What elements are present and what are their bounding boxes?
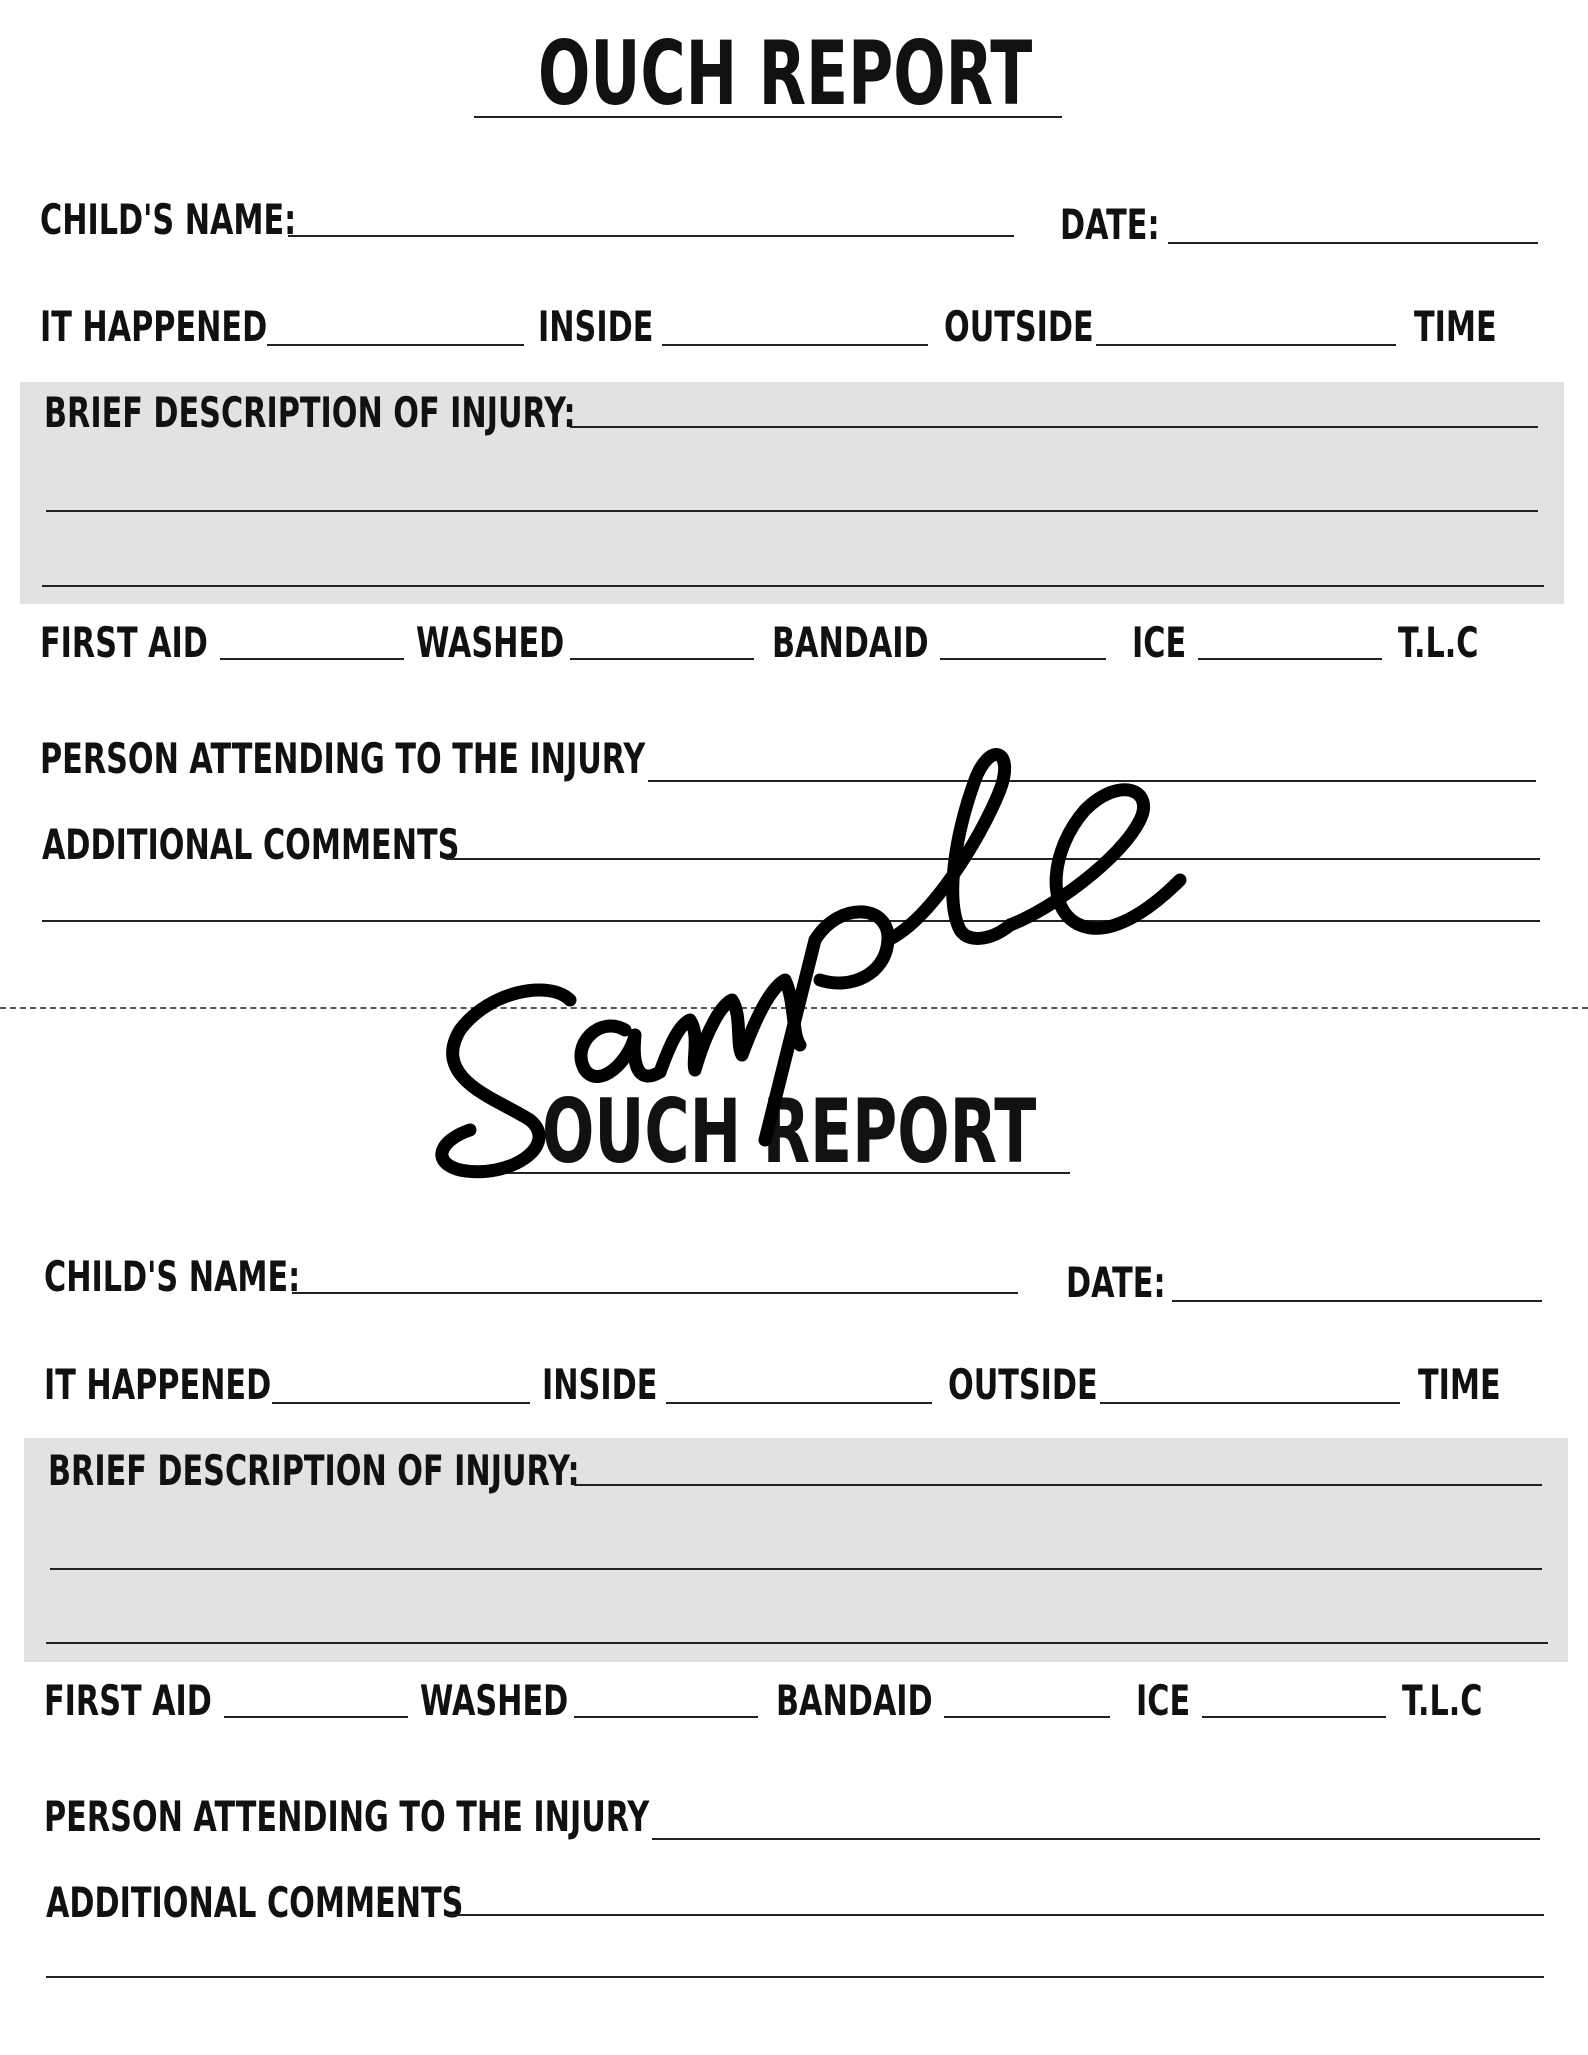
tlc-label: T.L.C — [1402, 1676, 1483, 1725]
childs-name-field[interactable] — [292, 1292, 1018, 1294]
childs-name-label: CHILD'S NAME: — [44, 1252, 301, 1301]
washed-field[interactable] — [574, 1716, 758, 1718]
comments-line-1[interactable] — [446, 858, 1540, 860]
it-happened-field[interactable] — [267, 344, 524, 346]
date-field[interactable] — [1172, 1300, 1542, 1302]
person-attending-label: PERSON ATTENDING TO THE INJURY — [44, 1792, 650, 1841]
comments-line-1[interactable] — [450, 1914, 1544, 1916]
it-happened-label: IT HAPPENED — [40, 302, 268, 351]
comments-line-2[interactable] — [46, 1976, 1544, 1978]
outside-label: OUTSIDE — [948, 1360, 1098, 1409]
first-aid-field[interactable] — [220, 658, 404, 660]
person-attending-field[interactable] — [648, 780, 1536, 782]
additional-comments-label: ADDITIONAL COMMENTS — [46, 1878, 464, 1927]
first-aid-label: FIRST AID — [44, 1676, 212, 1725]
ice-label: ICE — [1136, 1676, 1191, 1725]
childs-name-field[interactable] — [288, 235, 1014, 237]
outside-field[interactable] — [1100, 1402, 1400, 1404]
date-label: DATE: — [1066, 1258, 1166, 1307]
childs-name-label: CHILD'S NAME: — [40, 195, 297, 244]
title-underline — [478, 1172, 1070, 1174]
time-label: TIME — [1418, 1360, 1501, 1409]
tlc-label: T.L.C — [1398, 618, 1479, 667]
washed-field[interactable] — [570, 658, 754, 660]
description-line-2[interactable] — [50, 1568, 1542, 1570]
description-line-1[interactable] — [570, 426, 1538, 428]
person-attending-field[interactable] — [652, 1838, 1540, 1840]
first-aid-field[interactable] — [224, 1716, 408, 1718]
additional-comments-label: ADDITIONAL COMMENTS — [42, 820, 460, 869]
bandaid-label: BANDAID — [772, 618, 929, 667]
date-label: DATE: — [1060, 200, 1160, 249]
title-underline — [474, 116, 1062, 118]
ice-field[interactable] — [1202, 1716, 1386, 1718]
inside-label: INSIDE — [542, 1360, 658, 1409]
ice-field[interactable] — [1198, 658, 1382, 660]
outside-label: OUTSIDE — [944, 302, 1094, 351]
bandaid-label: BANDAID — [776, 1676, 933, 1725]
date-field[interactable] — [1168, 242, 1538, 244]
it-happened-field[interactable] — [272, 1402, 530, 1404]
bandaid-field[interactable] — [940, 658, 1106, 660]
form-title: OUCH REPORT — [542, 1080, 1037, 1183]
comments-line-2[interactable] — [42, 920, 1540, 922]
description-line-2[interactable] — [46, 510, 1538, 512]
outside-field[interactable] — [1096, 344, 1396, 346]
first-aid-label: FIRST AID — [40, 618, 208, 667]
description-line-3[interactable] — [42, 585, 1544, 587]
washed-label: WASHED — [420, 1676, 569, 1725]
bandaid-field[interactable] — [944, 1716, 1110, 1718]
inside-field[interactable] — [662, 344, 928, 346]
it-happened-label: IT HAPPENED — [44, 1360, 272, 1409]
cut-line — [0, 1007, 1588, 1009]
inside-label: INSIDE — [538, 302, 654, 351]
description-label: BRIEF DESCRIPTION OF INJURY: — [44, 388, 576, 437]
time-label: TIME — [1414, 302, 1497, 351]
washed-label: WASHED — [416, 618, 565, 667]
description-line-3[interactable] — [46, 1642, 1548, 1644]
person-attending-label: PERSON ATTENDING TO THE INJURY — [40, 734, 646, 783]
inside-field[interactable] — [666, 1402, 932, 1404]
description-line-1[interactable] — [574, 1484, 1542, 1486]
form-title: OUCH REPORT — [538, 22, 1033, 125]
description-label: BRIEF DESCRIPTION OF INJURY: — [48, 1446, 580, 1495]
ice-label: ICE — [1132, 618, 1187, 667]
